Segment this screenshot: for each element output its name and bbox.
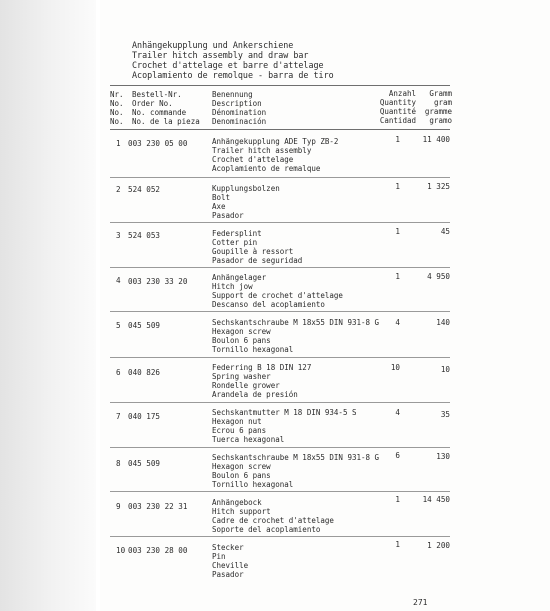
page-shadow — [0, 0, 96, 611]
item-position: 10 — [116, 546, 126, 555]
item-description-en: Trailer hitch assembly — [212, 146, 312, 155]
row-divider — [110, 177, 450, 178]
header-quantity-de: Anzahl — [388, 89, 416, 98]
item-description-en: Hexagon screw — [212, 327, 271, 336]
item-quantity: 1 — [395, 540, 400, 549]
item-quantity: 4 — [395, 318, 400, 327]
header-number-de: Nr. — [110, 90, 124, 99]
item-description-de: Anhängekupplung ADE Typ ZB-2 — [212, 137, 339, 146]
item-description-de: Stecker — [212, 543, 244, 552]
item-description-es: Pasador de seguridad — [212, 256, 303, 265]
item-quantity: 1 — [395, 495, 400, 504]
header-order-es: No. de la pieza — [132, 117, 200, 126]
row-divider — [110, 311, 450, 312]
item-weight: 130 — [436, 452, 450, 461]
title-english: Trailer hitch assembly and draw bar — [132, 50, 309, 60]
item-description-de: Sechskantschraube M 18x55 DIN 931-8 G — [212, 318, 380, 327]
item-description-en: Hitch jow — [212, 282, 253, 291]
item-description-es: Tornillo hexagonal — [212, 345, 294, 354]
item-order-number: 040 826 — [128, 368, 161, 377]
item-position: 6 — [116, 368, 121, 377]
item-description-fr: Ecrou 6 pans — [212, 426, 267, 435]
item-description-de: Anhängebock — [212, 498, 262, 507]
row-divider — [110, 536, 450, 537]
item-order-number: 003 230 05 00 — [128, 139, 188, 148]
header-order-en: Order No. — [132, 99, 173, 108]
item-description-de: Sechskantmutter M 18 DIN 934-5 S — [212, 408, 357, 417]
header-weight-es: gramo — [429, 116, 452, 125]
row-divider — [110, 357, 450, 358]
header-number-en: No. — [110, 99, 124, 108]
item-description-fr: Support de crochet d'attelage — [212, 291, 343, 300]
item-weight: 1 200 — [427, 541, 450, 550]
item-description-es: Soporte del acoplamiento — [212, 525, 321, 534]
item-quantity: 1 — [395, 227, 400, 236]
item-position: 3 — [116, 231, 121, 240]
row-divider — [110, 491, 450, 492]
header-weight-fr: gramme — [424, 107, 452, 116]
item-weight: 1 325 — [427, 182, 450, 191]
header-description-es: Denominación — [212, 117, 267, 126]
item-weight: 10 — [440, 365, 450, 374]
item-description-de: Federring B 18 DIN 127 — [212, 363, 312, 372]
header-number-fr: No. — [110, 108, 124, 117]
item-description-en: Spring washer — [212, 372, 271, 381]
item-description-fr: Cadre de crochet d'attelage — [212, 516, 334, 525]
header-top-rule — [110, 85, 450, 86]
header-quantity-es: Cantidad — [379, 116, 416, 125]
item-description-de: Sechskantschraube M 18x55 DIN 931-8 G — [212, 453, 380, 462]
header-weight-de: Gramm — [429, 89, 452, 98]
item-quantity: 1 — [395, 272, 400, 281]
header-order-de: Bestell-Nr. — [132, 90, 182, 99]
item-weight: 14 450 — [422, 495, 450, 504]
item-description-es: Pasador — [212, 211, 244, 220]
item-description-en: Cotter pin — [212, 238, 258, 247]
header-weight-en: gram — [433, 98, 452, 107]
item-description-es: Descanso del acoplamiento — [212, 300, 325, 309]
item-position: 8 — [116, 459, 121, 468]
item-position: 1 — [116, 139, 121, 148]
item-order-number: 045 509 — [128, 459, 161, 468]
row-divider — [110, 222, 450, 223]
item-order-number: 003 230 28 00 — [128, 546, 188, 555]
item-weight: 35 — [440, 410, 450, 419]
item-description-en: Hitch support — [212, 507, 271, 516]
item-description-en: Hexagon screw — [212, 462, 271, 471]
item-quantity: 6 — [395, 451, 400, 460]
header-quantity-en: Quantity — [379, 98, 416, 107]
item-position: 5 — [116, 321, 121, 330]
item-description-de: Kupplungsbolzen — [212, 184, 280, 193]
item-order-number: 524 053 — [128, 231, 161, 240]
header-number-es: No. — [110, 117, 124, 126]
item-description-es: Acoplamiento de remalque — [212, 164, 321, 173]
header-quantity-fr: Quantité — [379, 107, 416, 116]
item-description-fr: Crochet d'attelage — [212, 155, 294, 164]
item-description-en: Hexagon nut — [212, 417, 262, 426]
title-french: Crochet d'attelage et barre d'attelage — [132, 60, 324, 70]
item-weight: 4 950 — [427, 272, 450, 281]
item-order-number: 040 175 — [128, 412, 161, 421]
title-german: Anhängekupplung und Ankerschiene — [132, 40, 294, 50]
row-divider — [110, 447, 450, 448]
item-description-fr: Axe — [212, 202, 226, 211]
item-position: 2 — [116, 185, 121, 194]
item-description-es: Arandela de presión — [212, 390, 298, 399]
item-position: 7 — [116, 412, 121, 421]
item-description-fr: Cheville — [212, 561, 249, 570]
item-quantity: 10 — [390, 363, 400, 372]
header-description-en: Description — [212, 99, 262, 108]
header-description-fr: Dénomination — [212, 108, 267, 117]
item-description-es: Tuerca hexagonal — [212, 435, 285, 444]
item-quantity: 1 — [395, 182, 400, 191]
item-description-en: Bolt — [212, 193, 231, 202]
parts-list-page — [100, 0, 550, 611]
item-description-fr: Boulon 6 pans — [212, 471, 271, 480]
item-description-fr: Rondelle grower — [212, 381, 280, 390]
item-description-es: Tornillo hexagonal — [212, 480, 294, 489]
item-weight: 140 — [436, 318, 450, 327]
item-quantity: 1 — [395, 135, 400, 144]
item-description-de: Anhängelager — [212, 273, 267, 282]
item-quantity: 4 — [395, 408, 400, 417]
header-description-de: Benennung — [212, 90, 253, 99]
item-weight: 45 — [440, 227, 450, 236]
item-description-fr: Goupille à ressort — [212, 247, 294, 256]
item-position: 9 — [116, 502, 121, 511]
item-description-es: Pasador — [212, 570, 244, 579]
item-description-en: Pin — [212, 552, 226, 561]
item-order-number: 003 230 22 31 — [128, 502, 188, 511]
item-order-number: 045 509 — [128, 321, 161, 330]
row-divider — [110, 402, 450, 403]
page-number: 271 — [413, 598, 428, 607]
item-position: 4 — [116, 276, 121, 285]
item-description-de: Federsplint — [212, 229, 262, 238]
header-bottom-rule — [110, 129, 450, 130]
item-order-number: 524 052 — [128, 185, 161, 194]
item-description-fr: Boulon 6 pans — [212, 336, 271, 345]
item-weight: 11 400 — [422, 135, 450, 144]
title-spanish: Acoplamiento de remolque - barra de tiro — [132, 70, 334, 80]
item-order-number: 003 230 33 20 — [128, 277, 188, 286]
row-divider — [110, 267, 450, 268]
header-order-fr: No. commande — [132, 108, 187, 117]
